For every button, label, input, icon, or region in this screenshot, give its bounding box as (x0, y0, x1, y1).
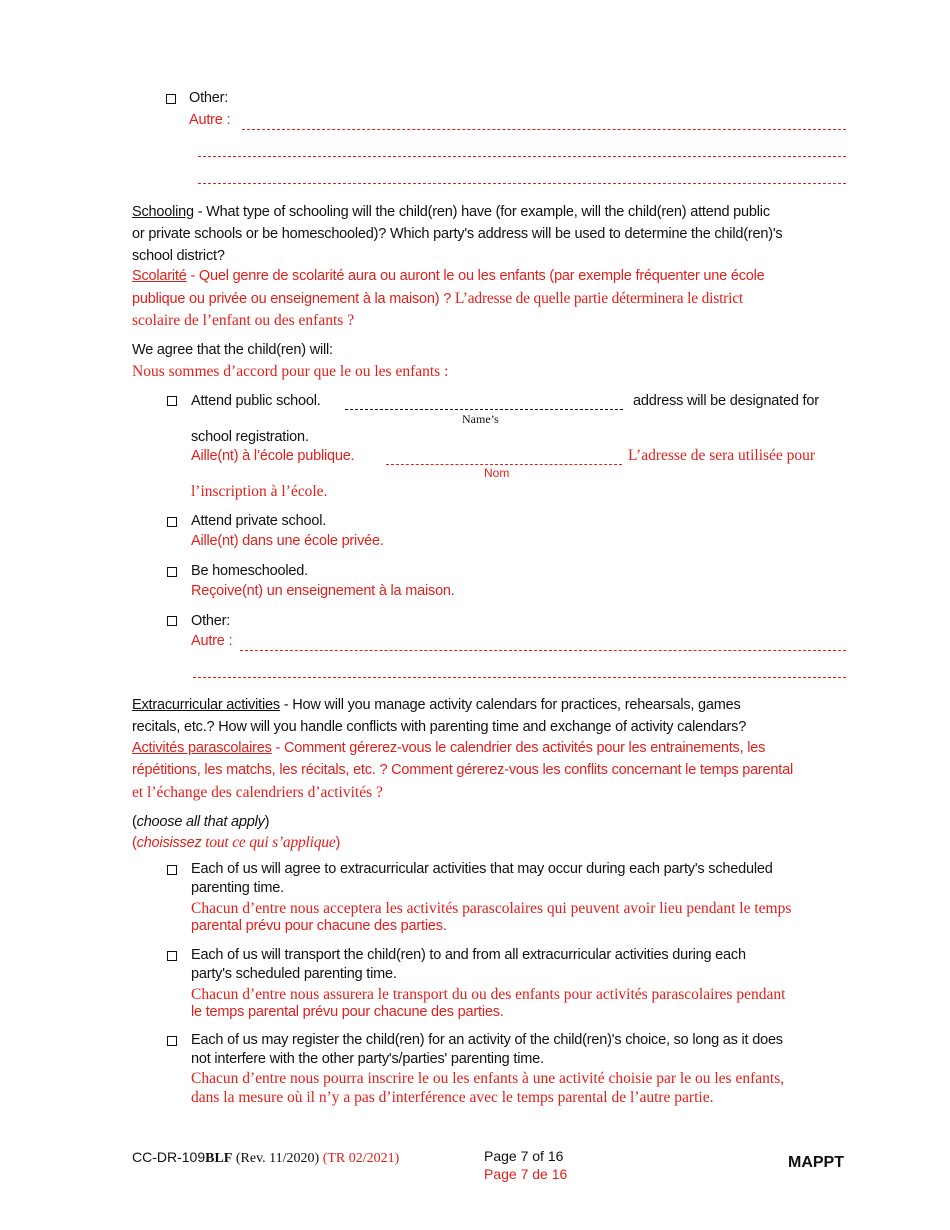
other-schooling-fr: Autre : (191, 633, 233, 649)
extracurricular-item-2-en-1: Each of us will transport the child(ren) to and from all extracurricular activities during each (191, 947, 746, 963)
other-schooling-checkbox[interactable] (167, 616, 177, 626)
public-school-address-fr: L’adresse de sera utilisée pour (628, 447, 816, 464)
public-school-name-line-fr[interactable] (386, 464, 622, 465)
extracurricular-line-2: recitals, etc.? How will you handle conflicts with parenting time and exchange of activity calendars? (132, 719, 747, 735)
extracurricular-fr-line-2: répétitions, les matchs, les récitals, etc. ? Comment gérerez-vous les conflits concernant le temps parental (132, 762, 794, 778)
homeschool-label: Be homeschooled. (191, 563, 308, 579)
choose-all-note-fr: (choisissez tout ce qui s’applique) (132, 834, 341, 851)
extracurricular-line-1: Extracurricular activities - How will you manage activity calendars for practices, rehearsals, games (132, 697, 741, 713)
schooling-line-1: Schooling - What type of schooling will the child(ren) have (for example, will the child(ren) attend public (132, 204, 770, 220)
public-school-fr: Aille(nt) à l’école publique. (191, 448, 355, 464)
schooling-fr-line-3: scolaire de l’enfant ou des enfants ? (132, 312, 355, 329)
private-school-fr: Aille(nt) dans une école privée. (191, 533, 384, 549)
other-schooling-line-1[interactable] (240, 650, 846, 651)
extracurricular-item-3-en-2: not interfere with the other party's/parties' parenting time. (191, 1051, 544, 1067)
other-top-line-2[interactable] (198, 156, 846, 157)
other-top-label: Other: (189, 90, 229, 106)
public-school-names-caption: Name’s (462, 412, 499, 426)
schooling-fr-line-1: Scolarité - Quel genre de scolarité aura ou auront le ou les enfants (par exemple fréquenter une école (132, 268, 765, 284)
other-top-line-1[interactable] (242, 129, 846, 130)
footer-mappt: MAPPT (788, 1154, 844, 1171)
other-schooling-line-2[interactable] (193, 677, 846, 678)
agree-text-fr: Nous sommes d’accord pour que le ou les enfants : (132, 363, 449, 380)
footer-form-id: CC-DR-109BLF (Rev. 11/2020) (TR 02/2021) (132, 1149, 400, 1166)
public-school-line-2: school registration. (191, 429, 309, 445)
extracurricular-item-2-fr-1: Chacun d’entre nous assurera le transport du ou des enfants pour activités parascolaires pendant (191, 986, 786, 1003)
extracurricular-item-2-en-2: party's scheduled parenting time. (191, 966, 397, 982)
private-school-checkbox[interactable] (167, 517, 177, 527)
extracurricular-item-1-fr-2: parental prévu pour chacune des parties. (191, 918, 447, 934)
private-school-label: Attend private school. (191, 513, 327, 529)
other-top-line-3[interactable] (198, 183, 846, 184)
extracurricular-item-2-checkbox[interactable] (167, 951, 177, 961)
schooling-line-3: school district? (132, 248, 225, 264)
homeschool-checkbox[interactable] (167, 567, 177, 577)
extracurricular-item-1-checkbox[interactable] (167, 865, 177, 875)
other-schooling-label: Other: (191, 613, 231, 629)
public-school-checkbox[interactable] (167, 396, 177, 406)
agree-text: We agree that the child(ren) will: (132, 342, 333, 358)
extracurricular-fr-line-3: et l’échange des calendriers d’activités ? (132, 784, 383, 801)
other-top-label-fr: Autre : (189, 112, 231, 128)
public-school-name-line[interactable] (345, 409, 623, 410)
public-school-nom-caption: Nom (484, 466, 510, 480)
schooling-heading: Schooling (132, 204, 194, 220)
extracurricular-item-2-fr-2: le temps parental prévu pour chacune des parties. (191, 1004, 504, 1020)
extracurricular-fr-line-1: Activités parascolaires - Comment gérerez-vous le calendrier des activités pour les entrainements, les (132, 740, 766, 756)
public-school-address-text: address will be designated for (633, 393, 819, 409)
choose-all-note: (choose all that apply) (132, 814, 270, 830)
other-top-checkbox[interactable] (166, 94, 176, 104)
extracurricular-item-1-en-2: parenting time. (191, 880, 284, 896)
footer-page-fr: Page 7 de 16 (484, 1166, 568, 1182)
extracurricular-item-1-fr-1: Chacun d’entre nous acceptera les activités parascolaires qui peuvent avoir lieu pendant le temps (191, 900, 792, 917)
public-school-fr-line-2: l’inscription à l’école. (191, 483, 328, 500)
public-school-label: Attend public school. (191, 393, 321, 409)
homeschool-fr: Reçoive(nt) un enseignement à la maison. (191, 583, 455, 599)
extracurricular-item-3-en-1: Each of us may register the child(ren) for an activity of the child(ren)'s choice, so long as it does (191, 1032, 783, 1048)
schooling-fr-line-2: publique ou privée ou enseignement à la maison) ? L’adresse de quelle partie déterminera le district (132, 290, 744, 307)
footer-page-en: Page 7 of 16 (484, 1148, 564, 1164)
extracurricular-item-3-fr-1: Chacun d’entre nous pourra inscrire le ou les enfants à une activité choisie par le ou les enfants, (191, 1070, 785, 1087)
extracurricular-item-3-checkbox[interactable] (167, 1036, 177, 1046)
schooling-heading-fr: Scolarité (132, 268, 187, 284)
extracurricular-heading-fr: Activités parascolaires (132, 740, 272, 756)
extracurricular-item-3-fr-2: dans la mesure où il n’y a pas d’interférence avec le temps parental de l’autre partie. (191, 1089, 714, 1106)
extracurricular-item-1-en-1: Each of us will agree to extracurricular activities that may occur during each party's scheduled (191, 861, 773, 877)
schooling-line-2: or private schools or be homeschooled)? Which party's address will be used to determine the child(ren)'s (132, 226, 783, 242)
extracurricular-heading: Extracurricular activities (132, 697, 280, 713)
